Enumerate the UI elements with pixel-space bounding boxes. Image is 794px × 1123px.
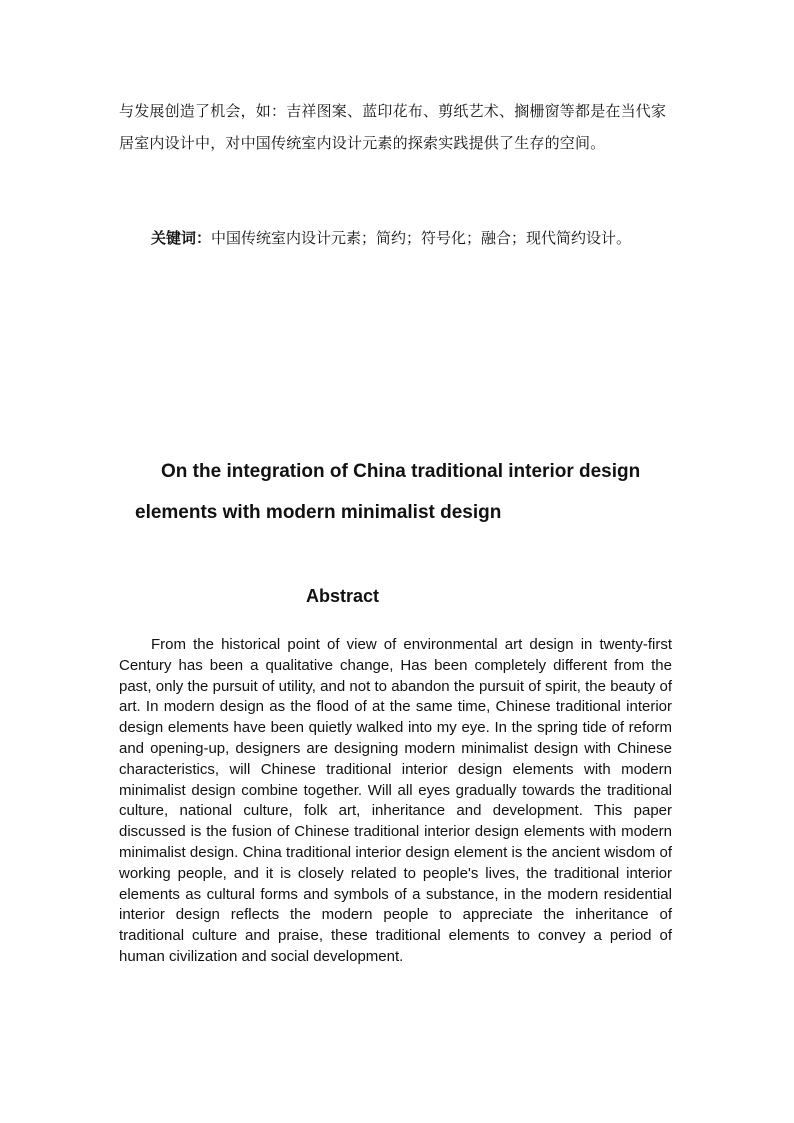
abstract-body: From the historical point of view of environmental art design in twenty-first Century has been a qualitative change, Has been completely different from the past, only the pursuit of utility, and not to abandon the pursuit of spirit, the beauty of art. In modern design as the flood of at the same time, Chinese traditional interior design elements have been quietly walked into my eye. In the spring tide of reform and opening-up, designers are designing modern minimalist design with Chinese characteristics, will Chinese traditional interior design elements with modern minimalist design combine together. Will all eyes gradually towards the traditional culture, national culture, folk art, inheritance and development. This paper discussed is the fusion of Chinese traditional interior design elements with modern minimalist design. China traditional interior design element is the ancient wisdom of working people, and it is closely related to people's lives, the traditional interior elements as cultural forms and symbols of a substance, in the modern residential interior design reflects the modern people to appreciate the inheritance of traditional culture and praise, these traditional elements to convey a period of human civilization and social development.	[119, 636, 672, 965]
chinese-paragraph: 与发展创造了机会，如：吉祥图案、蓝印花布、剪纸艺术、搁栅窗等都是在当代家居室内设计中，对中国传统室内设计元素的探索实践提供了生存的空间。	[119, 102, 667, 152]
abstract-heading: Abstract	[306, 586, 380, 606]
english-title-line-2: elements with modern minimalist design	[135, 502, 502, 523]
keywords-label: 关键词：	[151, 229, 212, 247]
keywords-line	[151, 222, 711, 254]
english-title-line-1: On the integration of China traditional interior design	[161, 461, 641, 482]
keywords-text: 中国传统室内设计元素；简约；符号化；融合；现代简约设计。	[211, 229, 632, 247]
